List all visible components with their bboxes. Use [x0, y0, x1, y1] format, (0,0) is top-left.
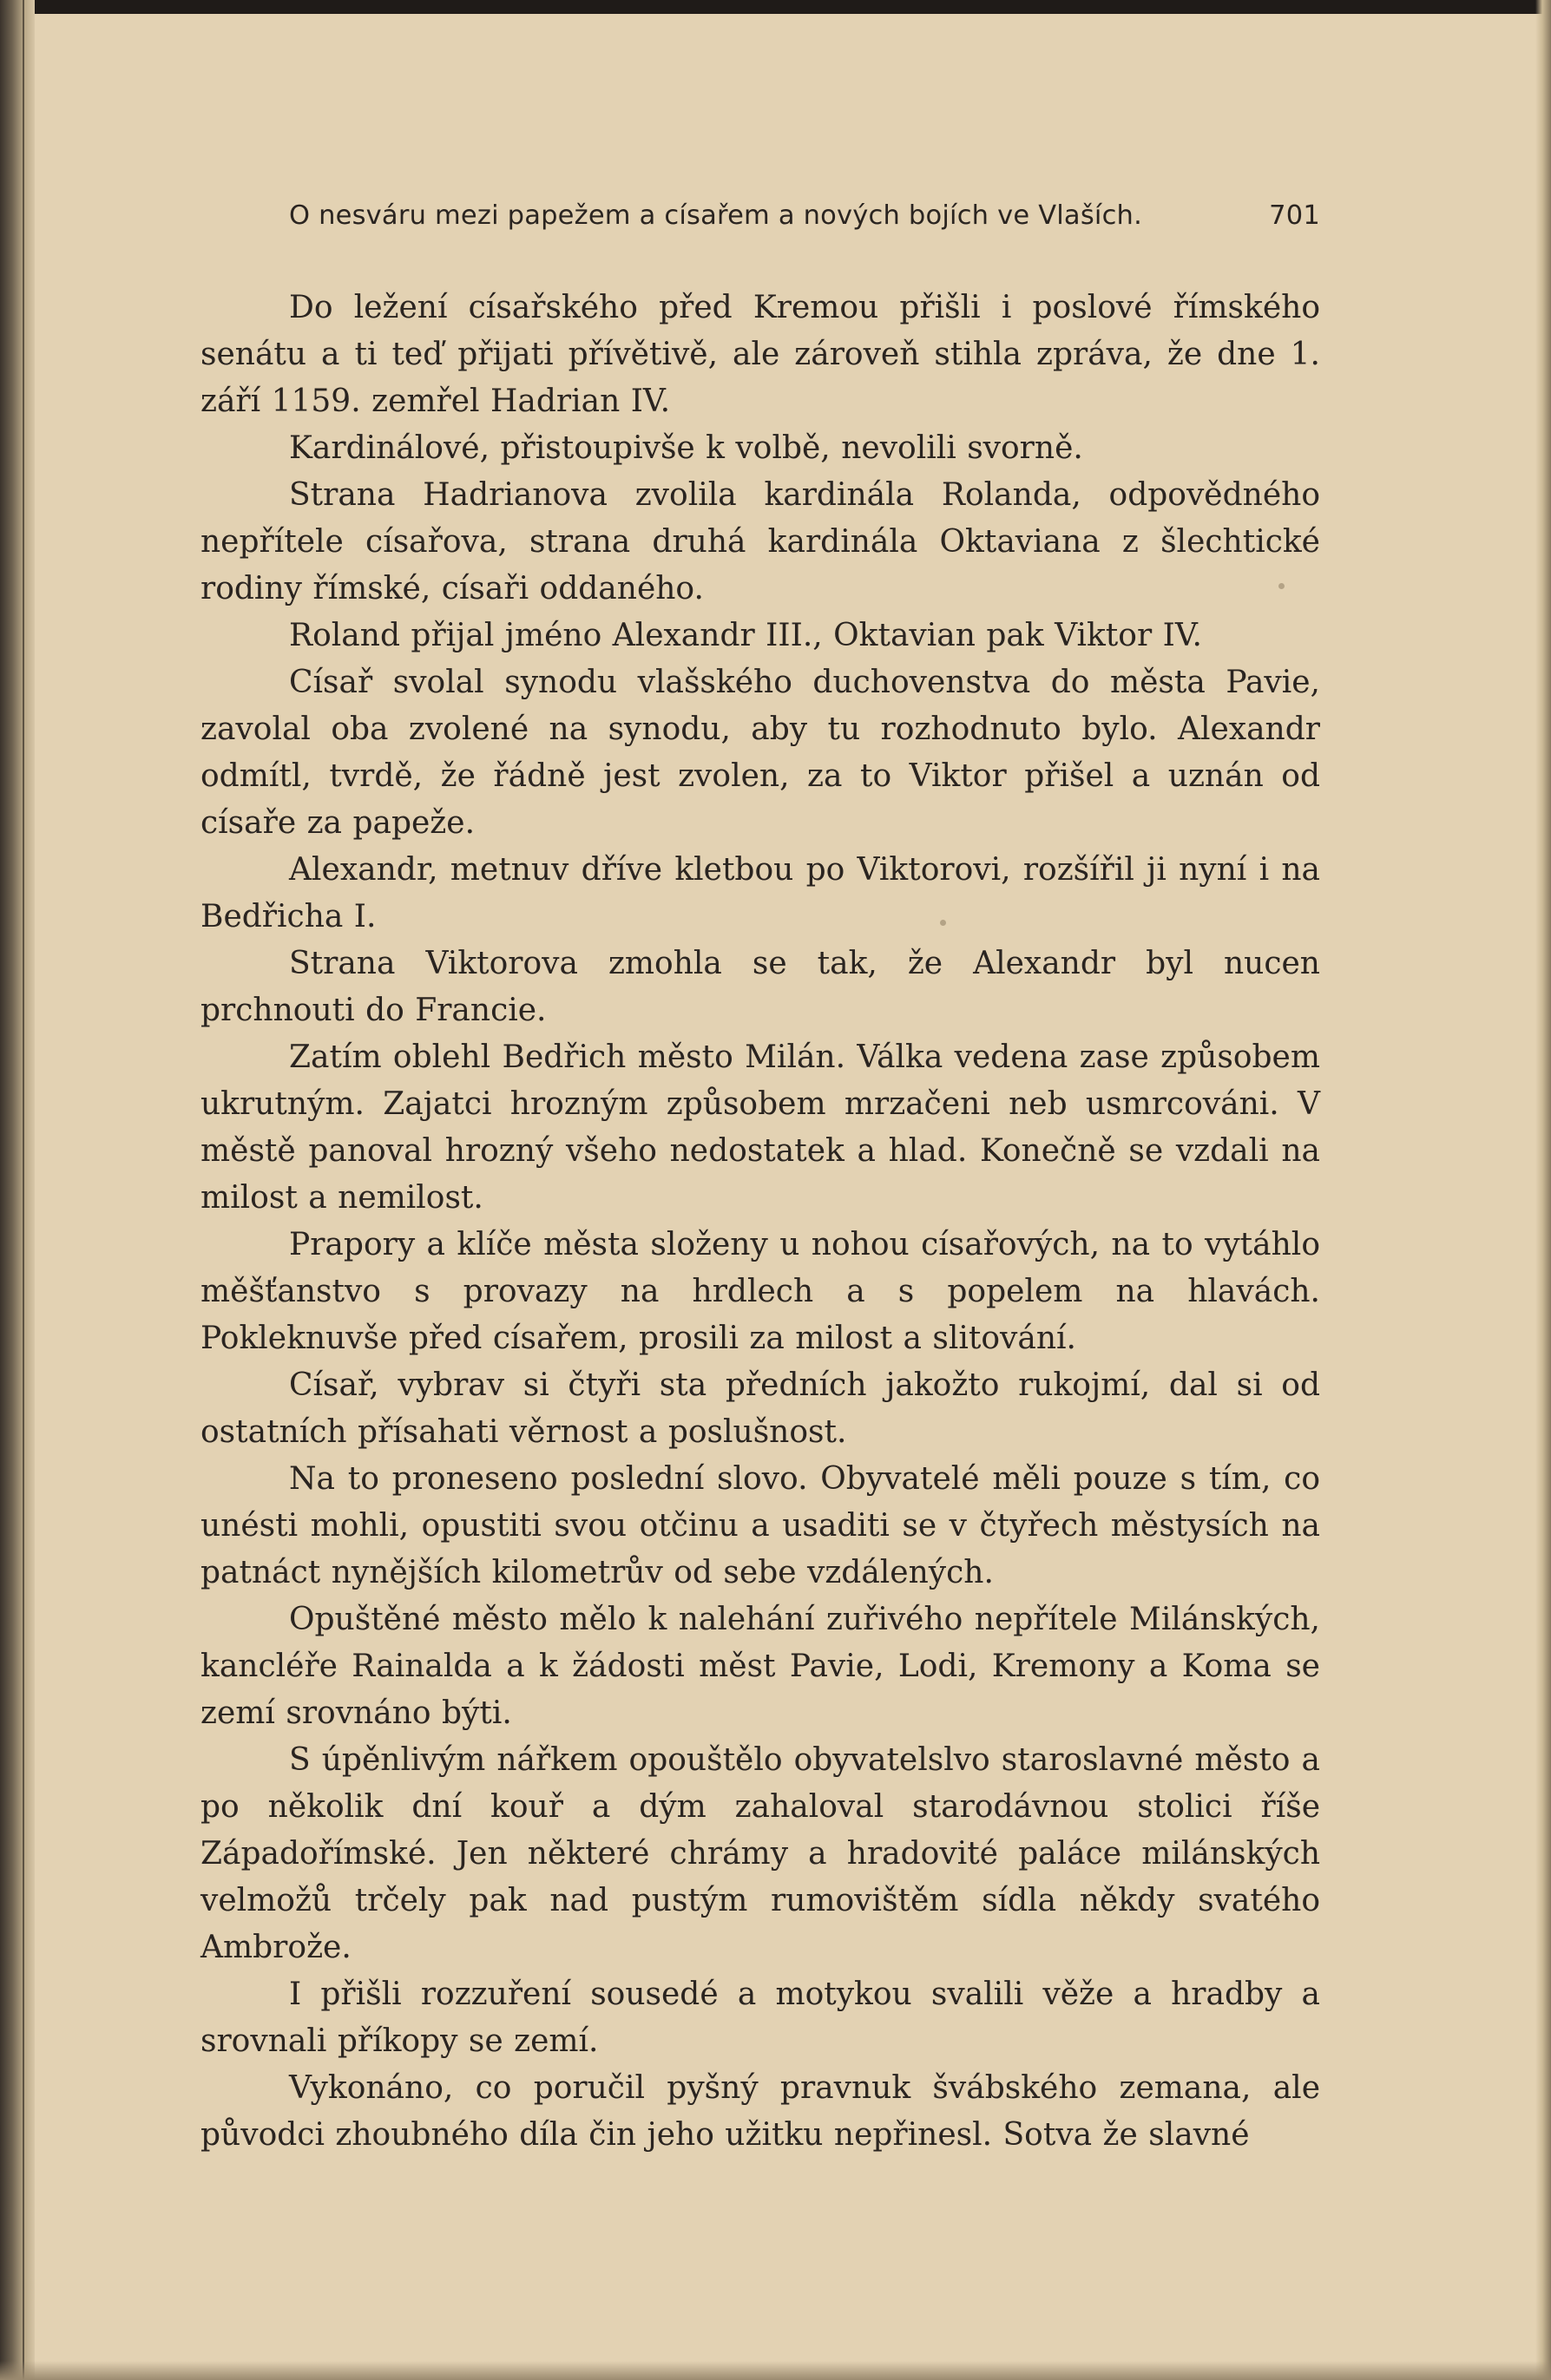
paragraph: Vykonáno, co poručil pyšný pravnuk švábského zemana, ale původci zhoubného díla čin jeho užitku nepřinesl. Sotva že slavné: [200, 2070, 1320, 2153]
paragraph: S úpěnlivým nářkem opouštělo obyvatelslvo staroslavné město a po několik dní kouř a dým zahaloval starodávnou stolici říše Západořímské. Jen některé chrámy a hradovité paláce milánských velmožů trčely pak nad pustým rumovištěm sídla někdy svatého Ambrože.: [200, 1742, 1320, 1965]
paragraph: Do ležení císařského před Kremou přišli i poslové římského senátu a ti teď přijati přívětivě, ale zároveň stihla zpráva, že dne 1. září 1159. zemřel Hadrian IV.: [200, 290, 1320, 419]
paragraph: Císař, vybrav si čtyři sta předních jakožto rukojmí, dal si od ostatních přísahati věrnost a poslušnost.: [200, 1367, 1320, 1450]
scan-top-edge: [0, 0, 1551, 14]
page-content: [200, 193, 1320, 2159]
paragraph: Strana Viktorova zmohla se tak, že Alexandr byl nucen prchnouti do Francie.: [200, 946, 1320, 1028]
paragraph: Opuštěné město mělo k nalehání zuřivého nepřítele Milánských, kancléře Rainalda a k žádosti měst Pavie, Lodi, Kremony a Koma se zemí srovnáno býti.: [200, 1602, 1320, 1731]
page-number: 701: [1269, 200, 1320, 231]
paragraph: Na to proneseno poslední slovo. Obyvatelé měli pouze s tím, co unésti mohli, opustiti svou otčinu a usaditi se v čtyřech městysích na patnáct nynějších kilometrův od sebe vzdálených.: [200, 1461, 1320, 1590]
page-right-edge: [1535, 0, 1551, 2380]
running-title: O nesváru mezi papežem a císařem a nových bojích ve Vlaších.: [289, 200, 1142, 231]
spine-crease-line: [23, 0, 24, 2380]
page-bottom-edge: [0, 2361, 1551, 2380]
paragraph: Prapory a klíče města složeny u nohou císařových, na to vytáhlo měšťanstvo s provazy na hrdlech a s popelem na hlavách. Pokleknuvše před císařem, prosili za milost a slitování.: [200, 1227, 1320, 1356]
running-header: [289, 193, 1320, 239]
paragraph: Kardinálové, přistoupivše k volbě, nevolili svorně.: [289, 430, 1083, 466]
paragraph: Císař svolal synodu vlašského duchovenstva do města Pavie, zavolal oba zvolené na synodu, aby tu rozhodnuto bylo. Alexandr odmítl, tvrdě, že řádně jest zvolen, za to Viktor přišel a uznán od císaře za papeže.: [200, 665, 1320, 841]
paragraph: I přišli rozzuření sousedé a motykou svalili věže a hradby a srovnali příkopy se zemí.: [200, 1977, 1320, 2059]
paragraph: Alexandr, metnuv dříve kletbou po Viktorovi, rozšířil ji nyní i na Bedřicha I.: [200, 852, 1320, 934]
paragraph: Strana Hadrianova zvolila kardinála Rolanda, odpovědného nepřítele císařova, strana druhá kardinála Oktaviana z šlechtické rodiny římské, císaři oddaného.: [200, 477, 1320, 606]
paragraph: Zatím oblehl Bedřich město Milán. Válka vedena zase způsobem ukrutným. Zajatci hrozným způsobem mrzačeni neb usmrcováni. V městě panoval hrozný všeho nedostatek a hlad. Konečně se vzdali na milost a nemilost.: [200, 1039, 1320, 1216]
book-spine-edge: [0, 0, 35, 2380]
paragraph: Roland přijal jméno Alexandr III., Oktavian pak Viktor IV.: [289, 618, 1202, 653]
